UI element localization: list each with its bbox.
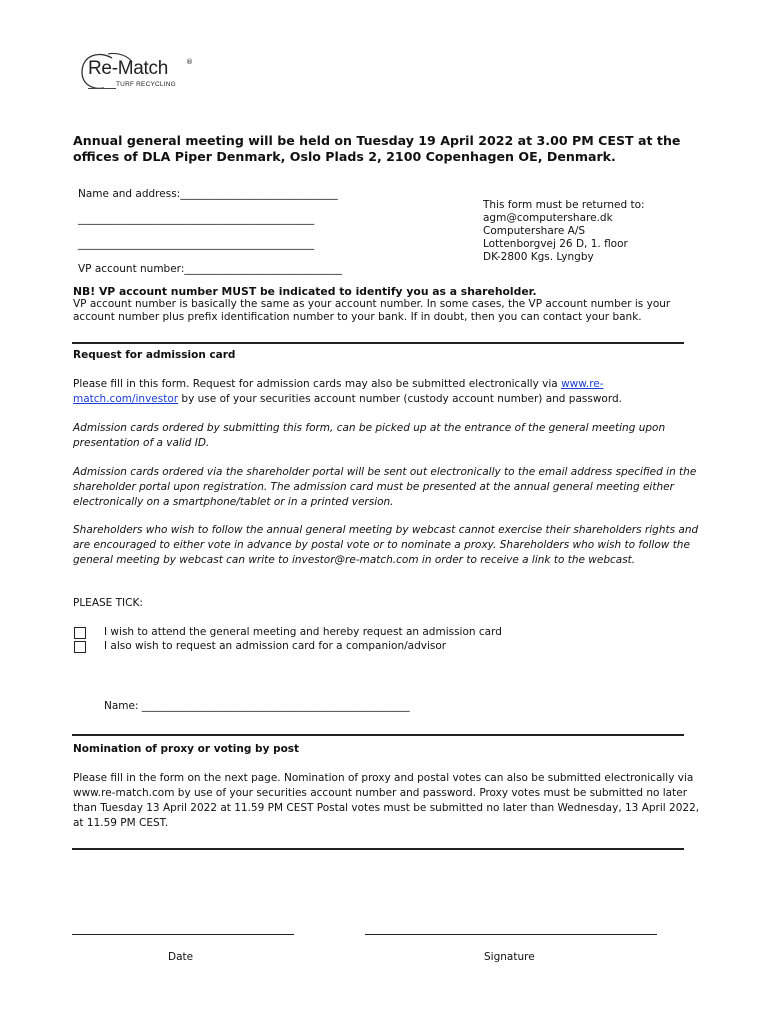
companion-checkbox[interactable]: [74, 641, 86, 653]
return-info: [483, 199, 645, 264]
admission-paragraph-1: Admission cards ordered by submitting this form, can be picked up at the entrance of the general meeting upon presentation of a valid ID.: [73, 422, 666, 449]
companion-option-label: I also wish to request an admission card for a companion/advisor: [104, 640, 447, 652]
nb-title: NB! VP account number MUST be indicated to identify you as a shareholder.: [73, 285, 537, 298]
logo-tagline: TURF RECYCLING: [116, 81, 176, 88]
proxy-section-title: Nomination of proxy or voting by post: [73, 743, 300, 755]
attend-checkbox[interactable]: [74, 627, 86, 639]
admission-intro-text-end: by use of your securities account number (custody account number) and password.: [178, 393, 622, 405]
admission-intro-text: Please fill in this form. Request for admission cards may also be submitted electronically via: [73, 378, 562, 390]
address-line-1[interactable]: _____________________________________________: [78, 213, 315, 225]
signature-line[interactable]: [365, 934, 657, 935]
signature-label: Signature: [484, 951, 535, 963]
name-address-field[interactable]: Name and address:______________________________: [78, 188, 338, 200]
investor-link[interactable]: www.re-match.com/investor: [73, 378, 604, 405]
admission-intro: [73, 377, 693, 407]
admission-paragraph-2: Admission cards ordered via the shareholder portal will be sent out electronically to the email address specified in the shareholder portal upon registration. The admission card must be presented at the annual general meeting either electronically on a smartphone/tablet or in a printed version.: [73, 466, 697, 508]
logo: [78, 48, 208, 96]
logo-tagline-rule: [88, 88, 116, 89]
logo-wordmark: Re-Match: [88, 58, 168, 79]
return-info-line: This form must be returned to:: [483, 199, 645, 211]
admission-section-title: Request for admission card: [73, 349, 236, 361]
vp-account-field[interactable]: VP account number:______________________________: [78, 263, 342, 275]
admission-paragraph-3: Shareholders who wish to follow the annual general meeting by webcast cannot exercise their shareholders rights and are encouraged to either vote in advance by postal vote or to nominate a proxy. Shareholders who wish to follow the general meeting by webcast can write to investor@re-match.com in order to receive a link to the webcast.: [73, 524, 699, 566]
section-divider: [72, 848, 684, 850]
return-company: Computershare A/S: [483, 225, 586, 237]
return-street: Lottenborgvej 26 D, 1. floor: [483, 238, 628, 250]
return-city: DK-2800 Kgs. Lyngby: [483, 251, 594, 263]
return-email: agm@computershare.dk: [483, 212, 613, 224]
address-line-2[interactable]: _____________________________________________: [78, 238, 315, 250]
admission-name-field[interactable]: Name: ___________________________________________________: [104, 700, 410, 712]
nb-text: VP account number is basically the same as your account number. In some cases, the VP account number is your account number plus prefix identification number to your bank. If in doubt, then you can contact your bank.: [73, 298, 671, 323]
please-tick-label: PLEASE TICK:: [73, 597, 143, 609]
section-divider: [72, 342, 684, 344]
logo-registered-mark: ®: [186, 58, 193, 66]
section-divider: [72, 734, 684, 736]
date-label: Date: [168, 951, 194, 963]
date-line[interactable]: [72, 934, 294, 935]
meeting-heading: Annual general meeting will be held on Tuesday 19 April 2022 at 3.00 PM CEST at the offices of DLA Piper Denmark, Oslo Plads 2, 2100 Copenhagen OE, Denmark.: [73, 133, 681, 164]
attend-option-label: I wish to attend the general meeting and hereby request an admission card: [104, 626, 502, 638]
proxy-text: Please fill in the form on the next page. Nomination of proxy and postal votes can also be submitted electronically via www.re-match.com by use of your securities account number and password. Proxy votes must be submitted no later than Tuesday 13 April 2022 at 11.59 PM CEST Postal votes must be submitted no later than Wednesday, 13 April 2022, at 11.59 PM CEST.: [73, 772, 700, 829]
